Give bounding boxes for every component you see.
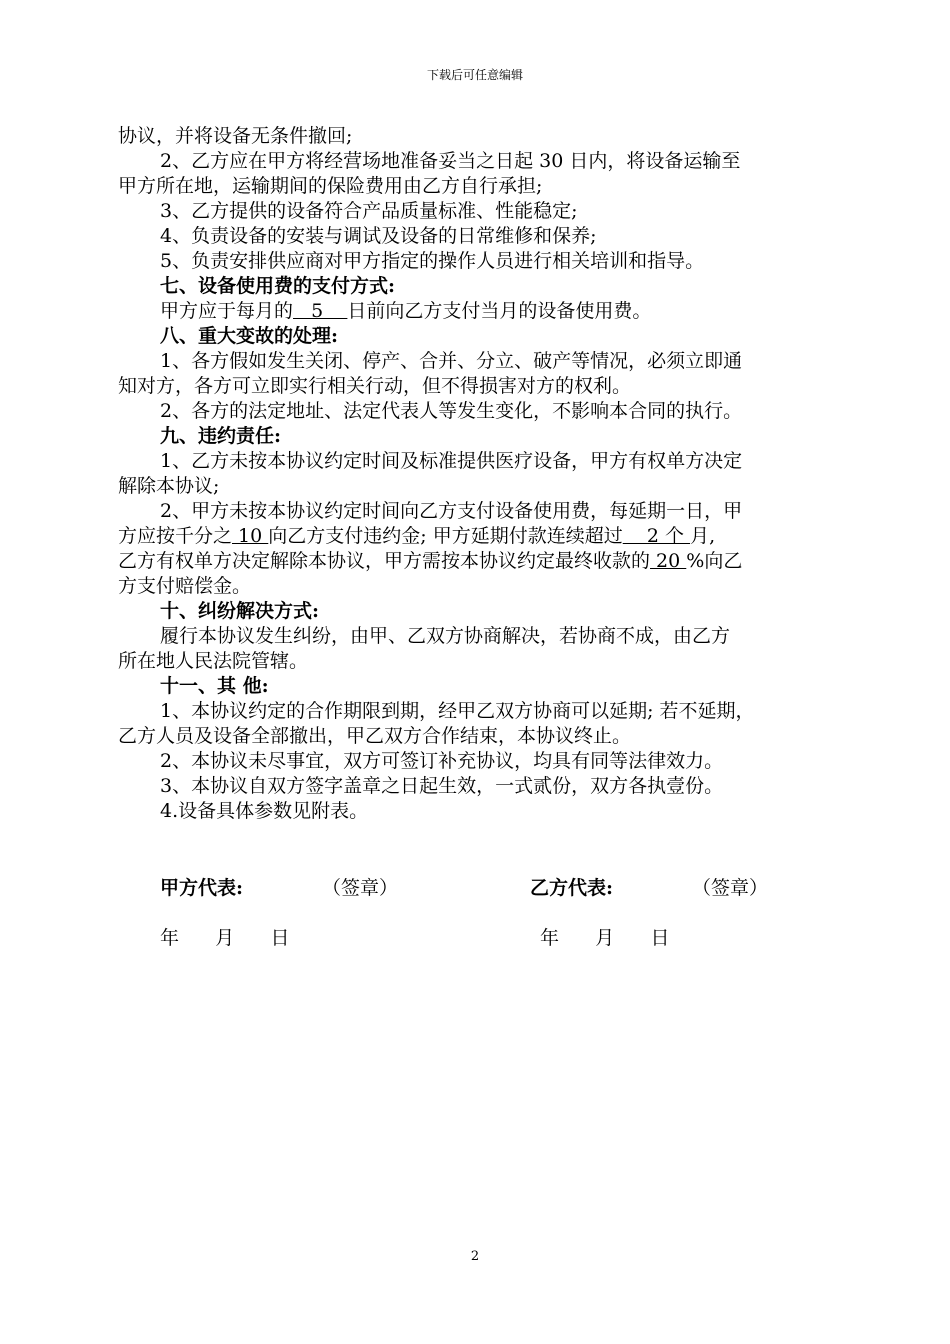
section-heading-8: 八、重大变故的处理: [160,325,339,347]
compensation-line [118,549,848,574]
section-heading-7: 七、设备使用费的支付方式: [160,275,396,297]
text-line: 甲方所在地，运输期间的保险费用由乙方自行承担; [118,175,543,197]
text-line: 2、乙方应在甲方将经营场地准备妥当之日起 30 日内，将设备运输至 [160,150,741,172]
text-line: 5、负责安排供应商对甲方指定的操作人员进行相关培训和指导。 [160,250,705,272]
compensation-rate-field: 20 [650,550,687,572]
text-span: 向乙方支付违约金; 甲方延期付款连续超过 [268,525,623,547]
text-line: 方支付赔偿金。 [118,575,252,597]
text-line: 2、本协议未尽事宜，双方可签订补充协议，均具有同等法律效力。 [160,750,724,772]
page-header: 下载后可任意编辑 [426,68,523,82]
section-heading-10: 十、纠纷解决方式: [160,600,320,622]
text-line: 4、负责设备的安装与调试及设备的日常维修和保养; [160,225,597,247]
text-line: 1、各方假如发生关闭、停产、合并、分立、破产等情况，必须立即通 [160,350,743,372]
overdue-months-field: 2 个 [622,525,691,547]
text-span: 月, [690,525,716,547]
party-a-date: 年 月 日 [160,927,290,949]
text-line: 4.设备具体参数见附表。 [160,800,369,822]
section-heading-9: 九、违约责任: [160,425,282,447]
text-line: 1、本协议约定的合作期限到期，经甲乙双方协商可以延期; 若不延期， [160,700,755,722]
party-a-label: 甲方代表: [160,877,244,899]
party-b-seal: （签章） [692,877,769,899]
section-heading-11: 十一、其 他: [160,675,269,697]
text-line: 协议，并将设备无条件撤回; [118,125,353,147]
party-b-label: 乙方代表: [530,877,614,899]
payment-line [118,299,848,324]
text-line: 解除本协议; [118,475,220,497]
text-line: 乙方人员及设备全部撤出，甲乙双方合作结束，本协议终止。 [118,725,632,747]
text-line: 3、本协议自双方签字盖章之日起生效，一式贰份，双方各执壹份。 [160,775,724,797]
text-line: 所在地人民法院管辖。 [118,650,309,672]
text-line: 2、各方的法定地址、法定代表人等发生变化，不影响本合同的执行。 [160,400,743,422]
document-body [118,124,848,824]
party-a-seal: （签章） [322,877,399,899]
payment-day-field: 5 [293,300,348,322]
text-span: 乙方有权单方决定解除本协议，甲方需按本协议约定最终收款的 [118,550,651,572]
page-number: 2 [470,1249,480,1264]
text-span: 方应按千分之 [118,525,233,547]
text-line: 履行本协议发生纠纷，由甲、乙双方协商解决，若协商不成，由乙方 [160,625,731,647]
text-line: 知对方，各方可立即实行相关行动，但不得损害对方的权利。 [118,375,632,397]
text-line: 1、乙方未按本协议约定时间及标准提供医疗设备，甲方有权单方决定 [160,450,743,472]
penalty-rate-field: 10 [232,525,269,547]
text-line: 2、甲方未按本协议约定时间向乙方支付设备使用费，每延期一日，甲 [160,500,743,522]
party-b-date: 年 月 日 [540,927,670,949]
text-span: 日前向乙方支付当月的设备使用费。 [347,300,652,322]
penalty-line [118,524,848,549]
text-line: 3、乙方提供的设备符合产品质量标准、性能稳定; [160,200,578,222]
text-span: 甲方应于每月的 [160,300,294,322]
text-span: %向乙 [686,550,743,572]
